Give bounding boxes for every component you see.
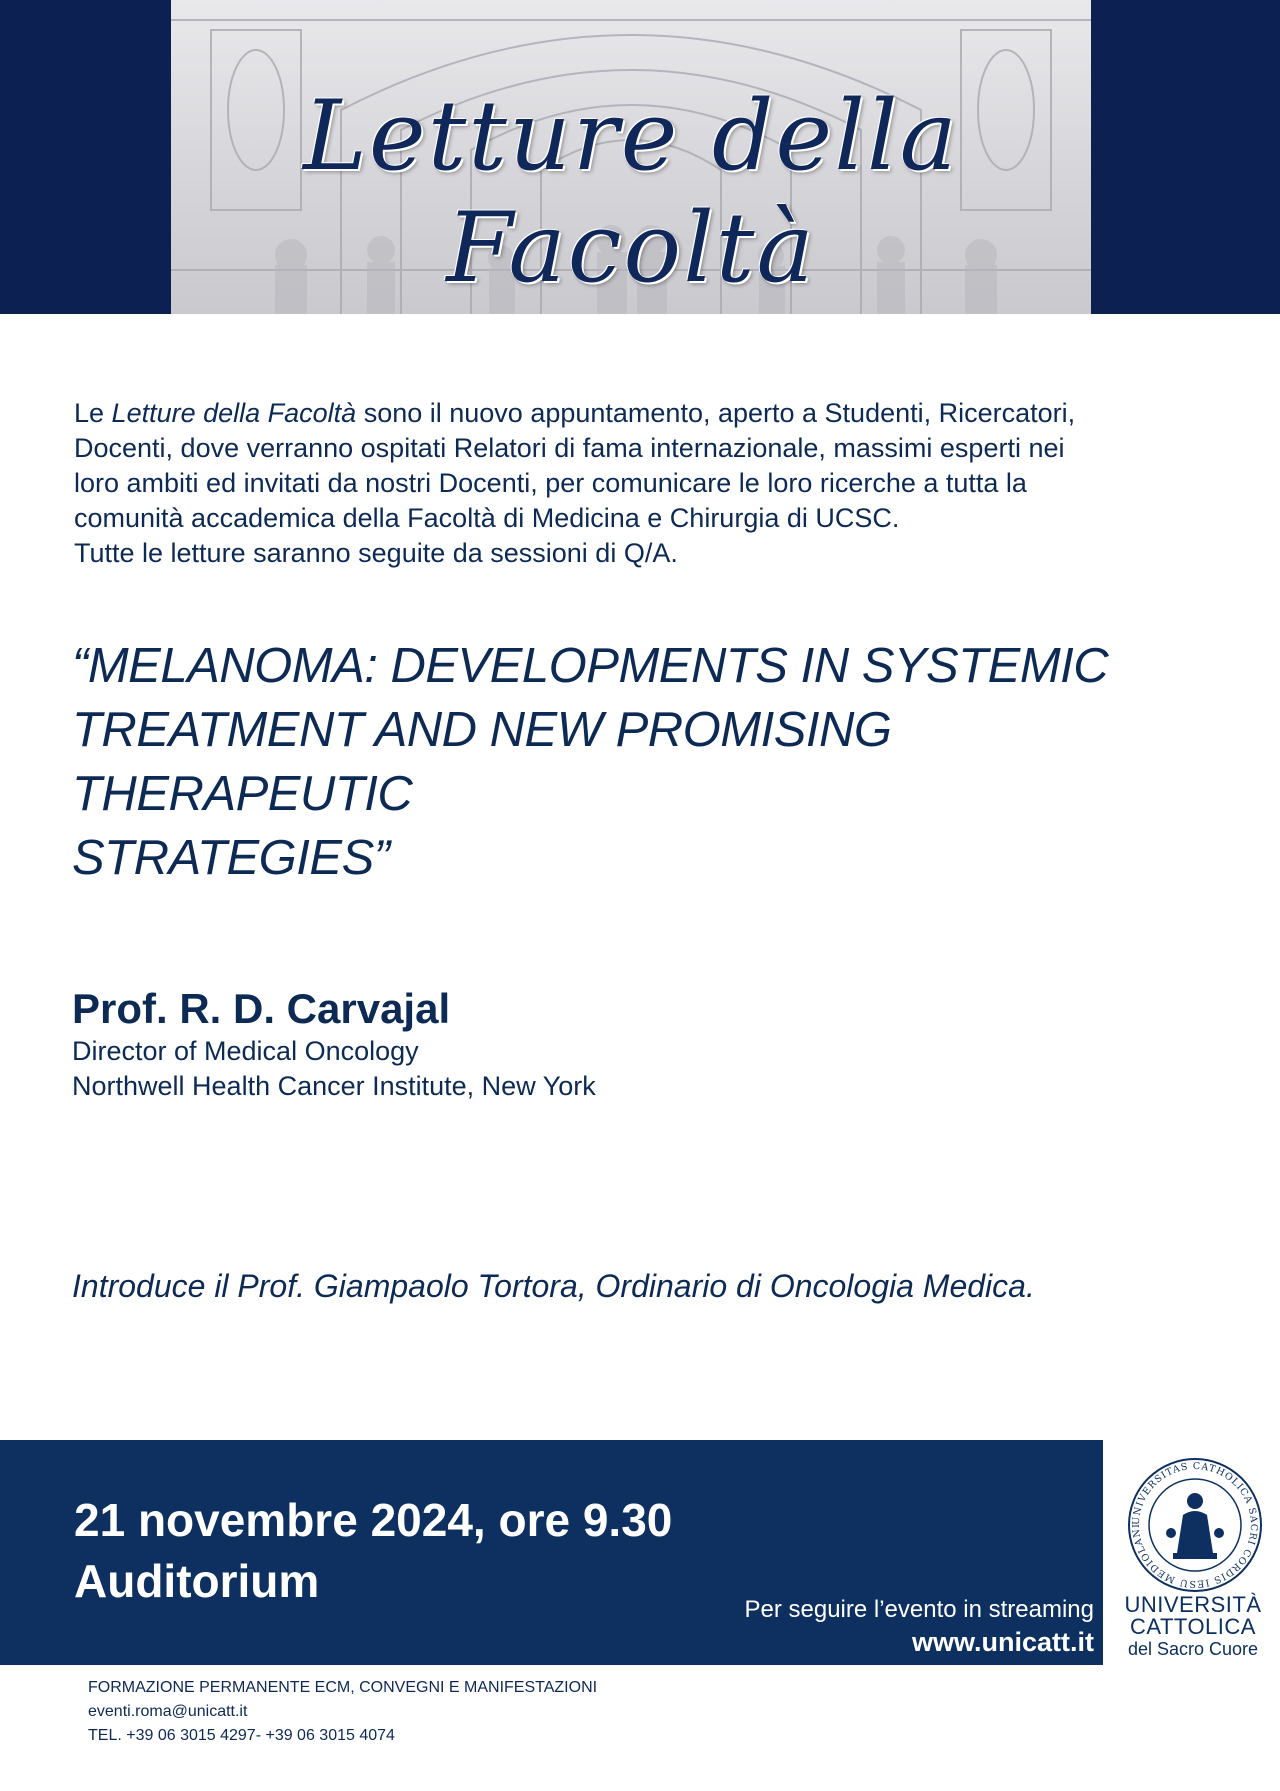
contact-info bbox=[88, 1676, 788, 1748]
speaker-institution: Northwell Health Cancer Institute, New York bbox=[72, 1071, 596, 1101]
streaming-label: Per seguire l’evento in streaming bbox=[744, 1596, 1094, 1623]
intro-line-4: comunità accademica della Facoltà di Medicina e Chirurgia di UCSC. bbox=[74, 503, 900, 533]
university-name: UNIVERSITÀ CATTOLICA del Sacro Cuore bbox=[1124, 1592, 1262, 1659]
intro-line-3: loro ambiti ed invitati da nostri Docenti, per comunicare le loro ricerche a tutta la bbox=[74, 468, 1027, 498]
speaker-role: Director of Medical Oncology bbox=[72, 1036, 419, 1066]
introduction-note: Introduce il Prof. Giampaolo Tortora, Ordinario di Oncologia Medica. bbox=[72, 1268, 1035, 1304]
intro-line-2: Docenti, dove verranno ospitati Relatori di fama internazionale, massimi esperti nei bbox=[74, 433, 1065, 463]
intro-line-1: Le Letture della Facoltà sono il nuovo appuntamento, aperto a Studenti, Ricercatori, bbox=[74, 398, 1076, 428]
intro-series-name: Letture della Facoltà bbox=[111, 398, 357, 428]
banner-title: Letture della Facoltà bbox=[303, 80, 959, 304]
banner-fresco bbox=[171, 0, 1091, 314]
lecture-title: “MELANOMA: DEVELOPMENTS IN SYSTEMIC TREATMENT AND NEW PROMISING THERAPEUTIC STRATEGIES” bbox=[72, 639, 1109, 885]
intro-line-5: Tutte le letture saranno seguite da sessioni di Q/A. bbox=[74, 538, 678, 568]
website-link[interactable]: www.unicatt.it bbox=[912, 1627, 1094, 1657]
contact-email[interactable]: eventi.roma@unicatt.it bbox=[88, 1703, 248, 1720]
event-date-time: 21 novembre 2024, ore 9.30 bbox=[74, 1494, 673, 1546]
event-venue: Auditorium bbox=[74, 1555, 320, 1607]
intro-paragraph bbox=[74, 396, 1194, 571]
contact-phone: TEL. +39 06 3015 4297- +39 06 3015 4074 bbox=[88, 1727, 395, 1744]
university-seal-icon bbox=[1125, 1455, 1265, 1595]
speaker-name: Prof. R. D. Carvajal bbox=[72, 985, 451, 1032]
svg-text:UNIVERSITAS CATHOLICA SACRI CO: UNIVERSITAS CATHOLICA SACRI CORDIS IESU MEDIOLANI bbox=[1130, 1460, 1260, 1590]
contact-office: FORMAZIONE PERMANENTE ECM, CONVEGNI E MANIFESTAZIONI bbox=[88, 1679, 598, 1696]
